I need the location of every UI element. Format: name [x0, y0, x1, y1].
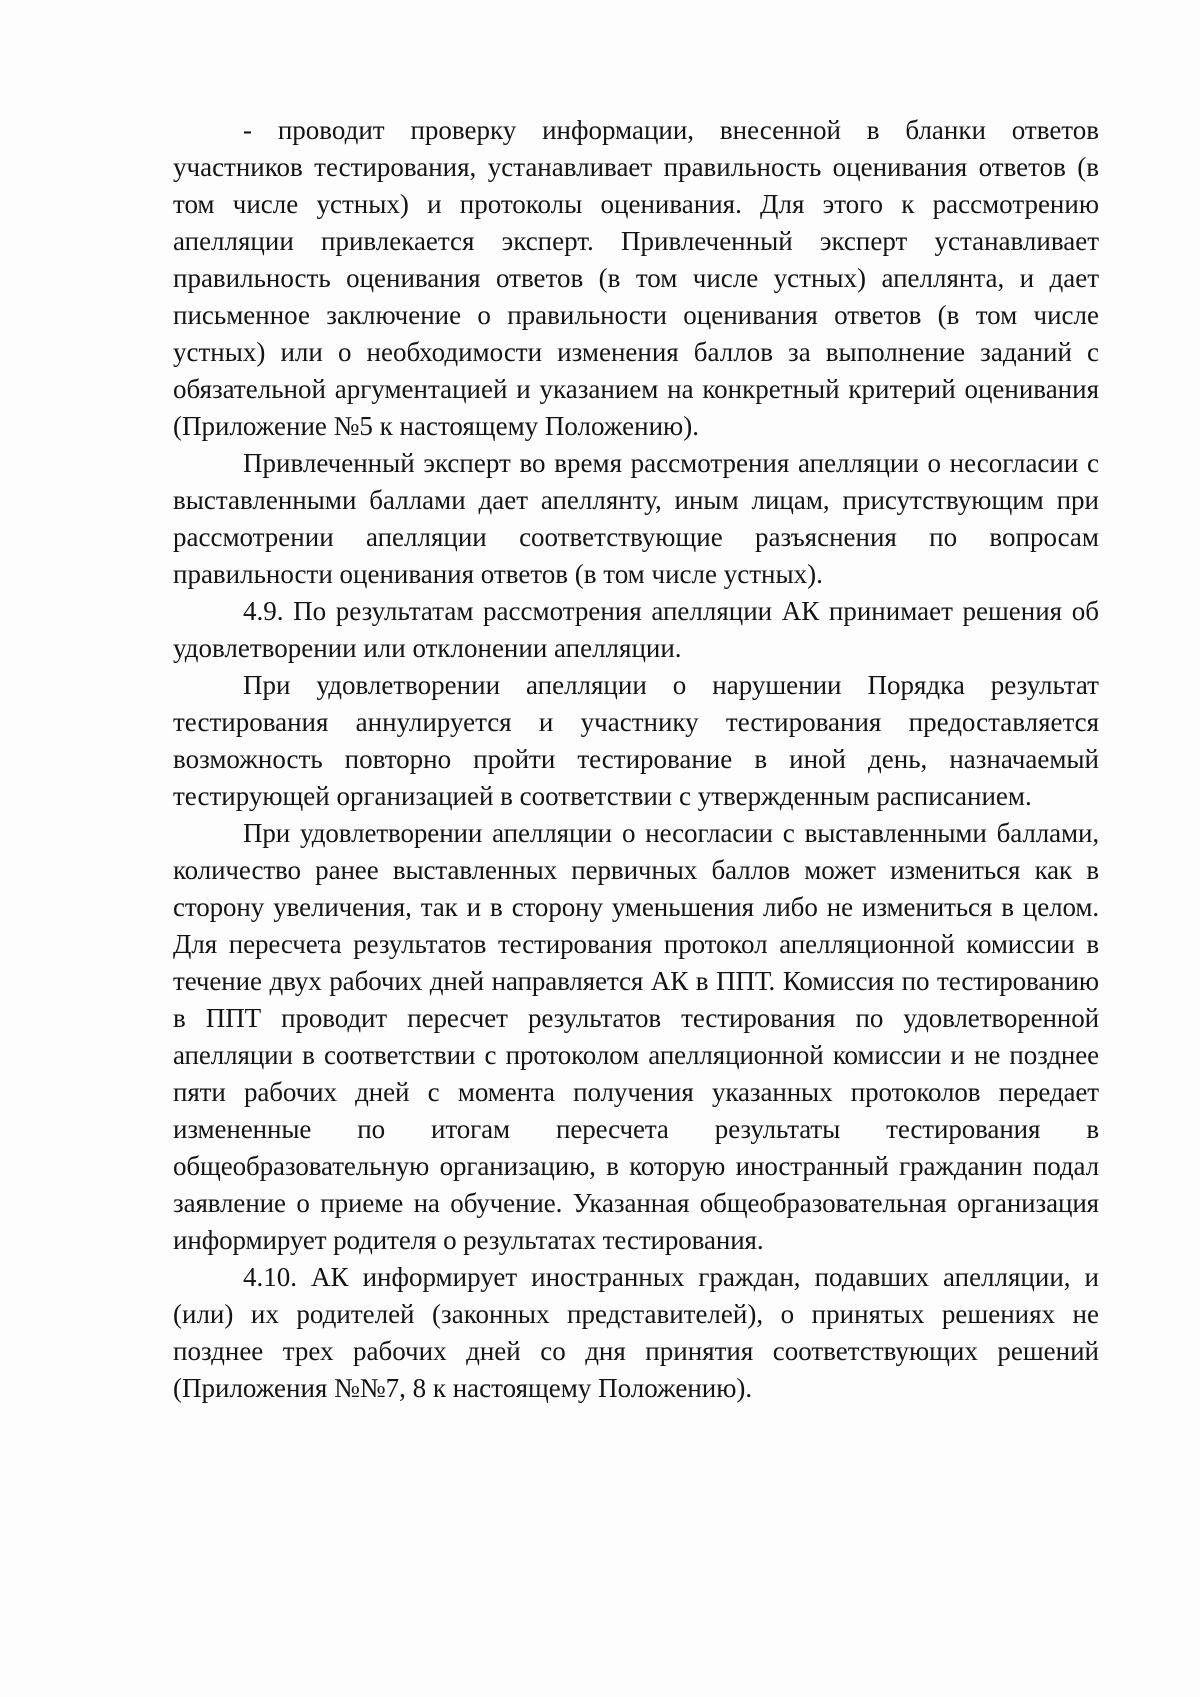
- paragraph-score-disagreement: При удовлетворении апелляции о несогласии с выставленными баллами, количество ранее выставленных первичных баллов может измениться как в сторону увеличения, так и в сторону уменьшения либо не измениться в целом. Для пересчета результатов тестирования протокол апелляционной комиссии в течение двух рабочих дней направляется АК в ППТ. Комиссия по тестированию в ППТ проводит пересчет результатов тестирования по удовлетворенной апелляции в соответствии с протоколом апелляционной комиссии и не позднее пяти рабочих дней с момента получения указанных протоколов передает измененные по итогам пересчета результаты тестирования в общеобразовательную организацию, в которую иностранный гражданин подал заявление о приеме на обучение. Указанная общеобразовательная организация информирует родителя о результатах тестирования.: [173, 818, 1099, 1255]
- paragraph-4-10-notification: 4.10. АК информирует иностранных граждан, подавших апелляции, и (или) их родителей (законных представителей), о принятых решениях не позднее трех рабочих дней со дня принятия соответствующих решений (Приложения №№7, 8 к настоящему Положению).: [173, 1262, 1099, 1403]
- paragraph-procedure-violation: При удовлетворении апелляции о нарушении Порядка результат тестирования аннулируется и участнику тестирования предоставляется возможность повторно пройти тестирование в иной день, назначаемый тестирующей организацией в соответствии с утвержденным расписанием.: [173, 670, 1099, 811]
- paragraph-4-9-decision: 4.9. По результатам рассмотрения апелляции АК принимает решения об удовлетворении или отклонении апелляции.: [173, 596, 1099, 663]
- paragraph-expert-review: - проводит проверку информации, внесенной в бланки ответов участников тестирования, устанавливает правильность оценивания ответов (в том числе устных) и протоколы оценивания. Для этого к рассмотрению апелляции привлекается эксперт. Привлеченный эксперт устанавливает правильность оценивания ответов (в том числе устных) апеллянта, и дает письменное заключение о правильности оценивания ответов (в том числе устных) или о необходимости изменения баллов за выполнение заданий с обязательной аргументацией и указанием на конкретный критерий оценивания (Приложение №5 к настоящему Положению).: [173, 115, 1099, 441]
- document-body: [173, 112, 1099, 1407]
- paragraph-expert-explanation: Привлеченный эксперт во время рассмотрения апелляции о несогласии с выставленными баллами дает апеллянту, иным лицам, присутствующим при рассмотрении апелляции соответствующие разъяснения по вопросам правильности оценивания ответов (в том числе устных).: [173, 448, 1099, 589]
